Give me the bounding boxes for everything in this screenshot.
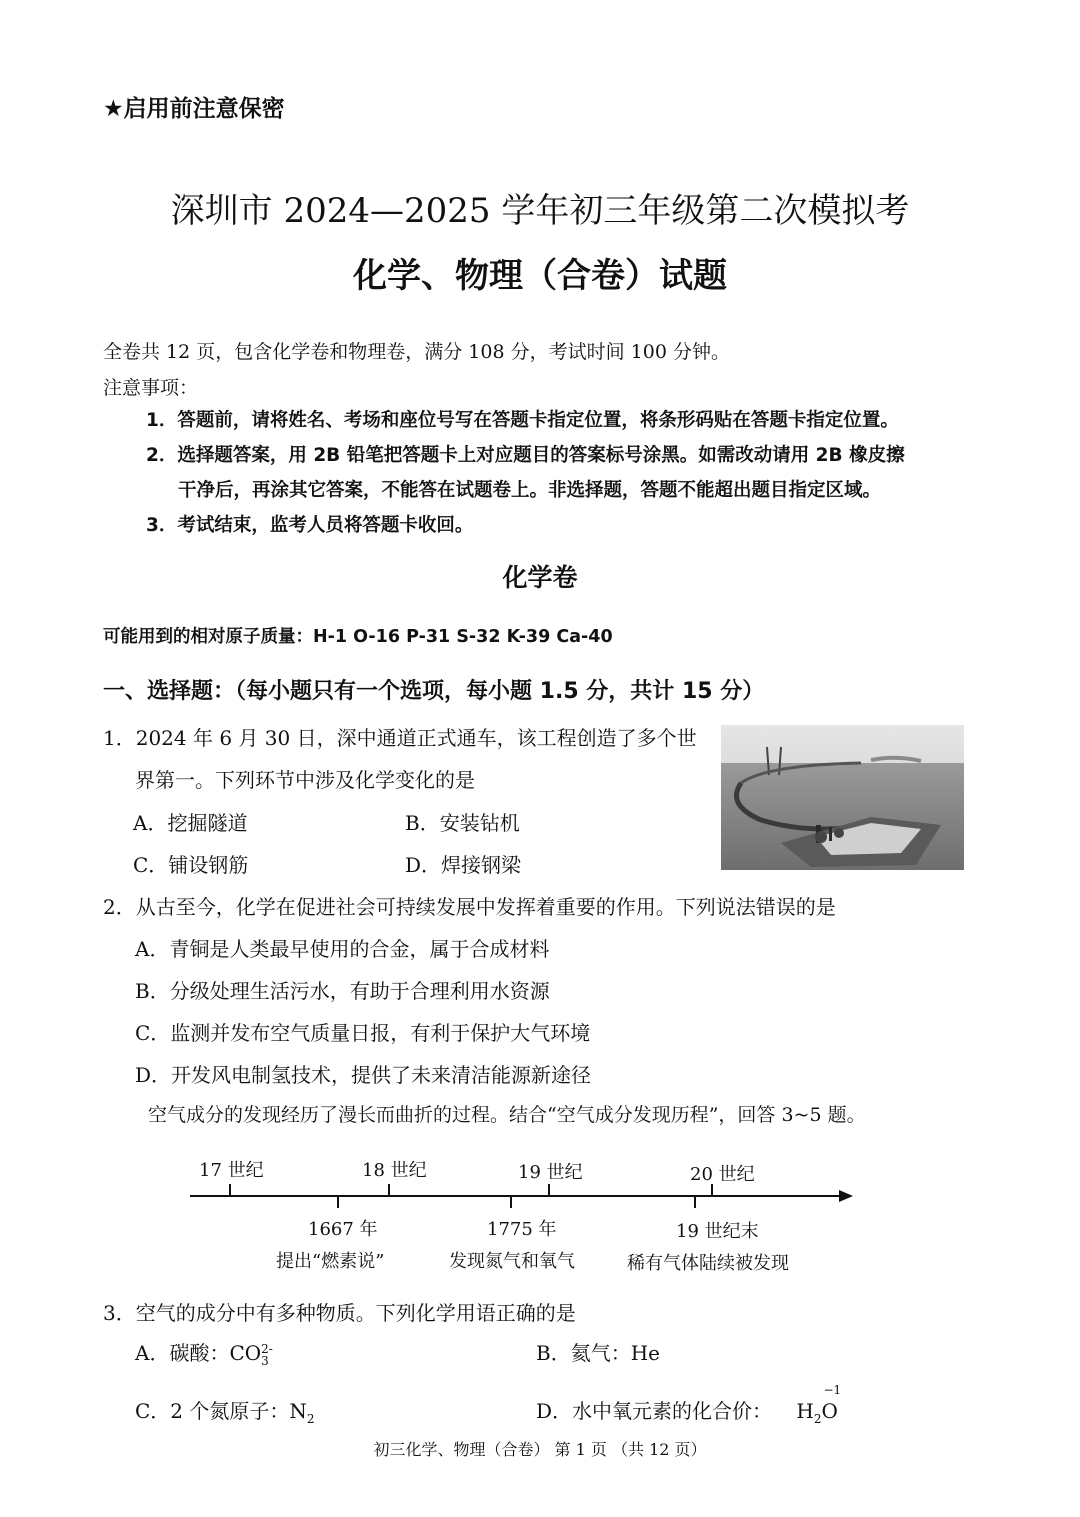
q3-option-a-label: A．碳酸： bbox=[135, 1341, 230, 1365]
atomic-masses: 可能用到的相对原子质量：H-1 O-16 P-31 S-32 K-39 Ca-40 bbox=[103, 627, 613, 647]
bridge-photo bbox=[721, 725, 964, 870]
q3-option-b: B．氦气：He bbox=[536, 1341, 660, 1365]
timeline-event-3-desc: 稀有气体陆续被发现 bbox=[627, 1253, 789, 1274]
q1-option-c: C．铺设钢筋 bbox=[133, 853, 249, 877]
exam-subtitle: 化学、物理（合卷）试题 bbox=[353, 256, 727, 296]
q1-option-d: D．焊接钢梁 bbox=[405, 853, 522, 877]
exam-title: 深圳市 2024—2025 学年初三年级第二次模拟考 bbox=[170, 191, 910, 231]
part1-heading: 一、选择题：（每小题只有一个选项，每小题 1.5 分，共计 15 分） bbox=[103, 679, 765, 704]
timeline-century-20: 20 世纪 bbox=[690, 1164, 755, 1185]
timeline-event-2-desc: 发现氮气和氧气 bbox=[449, 1251, 575, 1272]
q1-stem-line1: 1．2024 年 6 月 30 日，深中通道正式通车，该工程创造了多个世 bbox=[103, 726, 697, 750]
confidential-notice: ★启用前注意保密 bbox=[103, 96, 285, 122]
q1-option-a: A．挖掘隧道 bbox=[133, 811, 248, 835]
q1-option-b: B．安装钻机 bbox=[405, 811, 520, 835]
q3-option-d-valence: −1 bbox=[823, 1383, 842, 1397]
notice-item-2: 2．选择题答案，用 2B 铅笔把答题卡上对应题目的答案标号涂黑。如需改动请用 2B 橡皮擦 bbox=[146, 445, 905, 466]
q3-option-d bbox=[536, 1383, 842, 1426]
timeline-event-1-year: 1667 年 bbox=[308, 1219, 378, 1240]
page-footer: 初三化学、物理（合卷） 第 1 页 （共 12 页） bbox=[373, 1440, 707, 1459]
q3-option-d-o: O bbox=[821, 1399, 838, 1423]
notice-item-2-cont: 干净后，再涂其它答案，不能答在试题卷上。非选择题，答题不能超出题目指定区域。 bbox=[178, 480, 882, 501]
timeline-axis bbox=[185, 1180, 865, 1210]
q3-option-d-subscript: 2 bbox=[813, 1412, 822, 1426]
exam-intro: 全卷共 12 页，包含化学卷和物理卷，满分 108 分，考试时间 100 分钟。 bbox=[103, 341, 730, 363]
passage-intro: 空气成分的发现经历了漫长而曲折的过程。结合“空气成分发现历程”，回答 3~5 题。 bbox=[148, 1104, 866, 1126]
timeline-event-3-year: 19 世纪末 bbox=[676, 1221, 759, 1242]
q3-option-a-subscript: 3 bbox=[261, 1353, 269, 1368]
q3-option-a bbox=[135, 1337, 273, 1367]
q3-option-a-charge: 2- bbox=[261, 1341, 273, 1356]
q3-option-d-label: D．水中氧元素的化合价： bbox=[536, 1399, 773, 1423]
q2-option-a: A．青铜是人类最早使用的合金，属于合成材料 bbox=[135, 937, 550, 961]
q2-stem: 2．从古至今，化学在促进社会可持续发展中发挥着重要的作用。下列说法错误的是 bbox=[103, 895, 836, 919]
q3-option-d-h: H bbox=[796, 1399, 814, 1423]
timeline-century-17: 17 世纪 bbox=[199, 1160, 264, 1181]
q3-option-c-subscript: 2 bbox=[306, 1412, 315, 1426]
q3-option-c-label: C．2 个氮原子：N bbox=[135, 1399, 307, 1423]
chemistry-section-heading: 化学卷 bbox=[502, 563, 578, 592]
timeline-event-1-desc: 提出“燃素说” bbox=[276, 1251, 385, 1272]
timeline-event-2-year: 1775 年 bbox=[487, 1219, 557, 1240]
notice-heading: 注意事项： bbox=[103, 377, 199, 399]
q3-option-a-formula: CO bbox=[229, 1341, 262, 1365]
q3-option-c bbox=[135, 1395, 315, 1426]
timeline-century-19: 19 世纪 bbox=[518, 1162, 583, 1183]
q3-stem: 3．空气的成分中有多种物质。下列化学用语正确的是 bbox=[103, 1301, 576, 1325]
q2-option-d: D．开发风电制氢技术，提供了未来清洁能源新途径 bbox=[135, 1063, 592, 1087]
notice-item-1: 1．答题前，请将姓名、考场和座位号写在答题卡指定位置，将条形码贴在答题卡指定位置。 bbox=[146, 410, 899, 431]
notice-item-3: 3．考试结束，监考人员将答题卡收回。 bbox=[146, 515, 474, 536]
q1-stem-line2: 界第一。下列环节中涉及化学变化的是 bbox=[135, 768, 475, 792]
q2-option-b: B．分级处理生活污水，有助于合理利用水资源 bbox=[135, 979, 550, 1003]
timeline-century-18: 18 世纪 bbox=[362, 1160, 427, 1181]
q2-option-c: C．监测并发布空气质量日报，有利于保护大气环境 bbox=[135, 1021, 591, 1045]
